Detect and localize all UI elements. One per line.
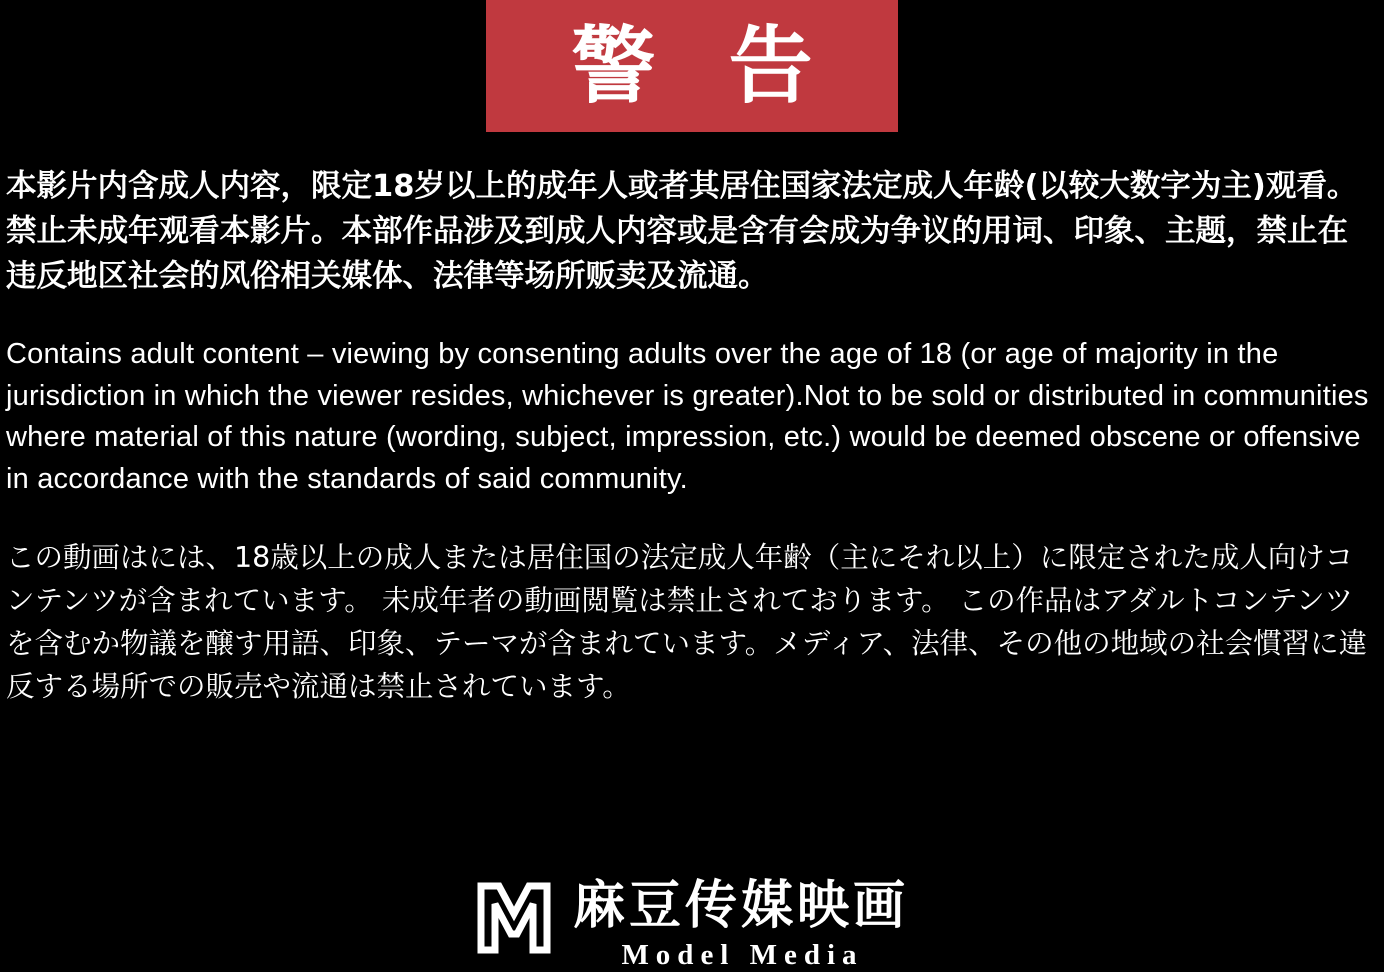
brand-logo-texts xyxy=(569,878,909,972)
brand-name-en: Model Media xyxy=(621,939,864,971)
m-monogram-icon xyxy=(475,880,553,954)
warning-banner-title: 警 告 xyxy=(571,17,835,115)
notice-chinese: 本影片内含成人内容，限定18岁以上的成年人或者其居住国家法定成人年龄(以较大数字为主)观看。禁止未成年观看本影片。本部作品涉及到成人内容或是含有会成为争议的用词、印象、主题，禁止在违反地区社会的风俗相关媒体、法律等场所贩卖及流通。 xyxy=(6,169,1358,294)
brand-logo-container xyxy=(0,878,1384,972)
notice-english: Contains adult content – viewing by consenting adults over the age of 18 (or age of majority in the jurisdiction in which the viewer resides, whichever is greater).Not to be sold or distributed in communities where material of this nature (wording, subject, impression, etc.) would be deemed obscene or offensive in accordance with the standards of said community. xyxy=(6,338,1369,495)
brand-logo xyxy=(475,878,909,972)
notice-japanese: この動画はには、18歳以上の成人または居住国の法定成人年齢（主にそれ以上）に限定された成人向けコンテンツが含まれています。 未成年者の動画閲覧は禁止されております。 この作品はアダルトコンテンツを含むか物議を醸す用語、印象、テーマが含まれています。メディア、法律、その他の地域の社会慣習に違反する場所での販売や流通は禁止されています。 xyxy=(6,541,1368,703)
notice-content xyxy=(0,164,1384,708)
warning-banner-container xyxy=(0,0,1384,132)
warning-banner xyxy=(486,0,898,132)
brand-name-cn: 麻豆传媒映画 xyxy=(572,876,909,936)
